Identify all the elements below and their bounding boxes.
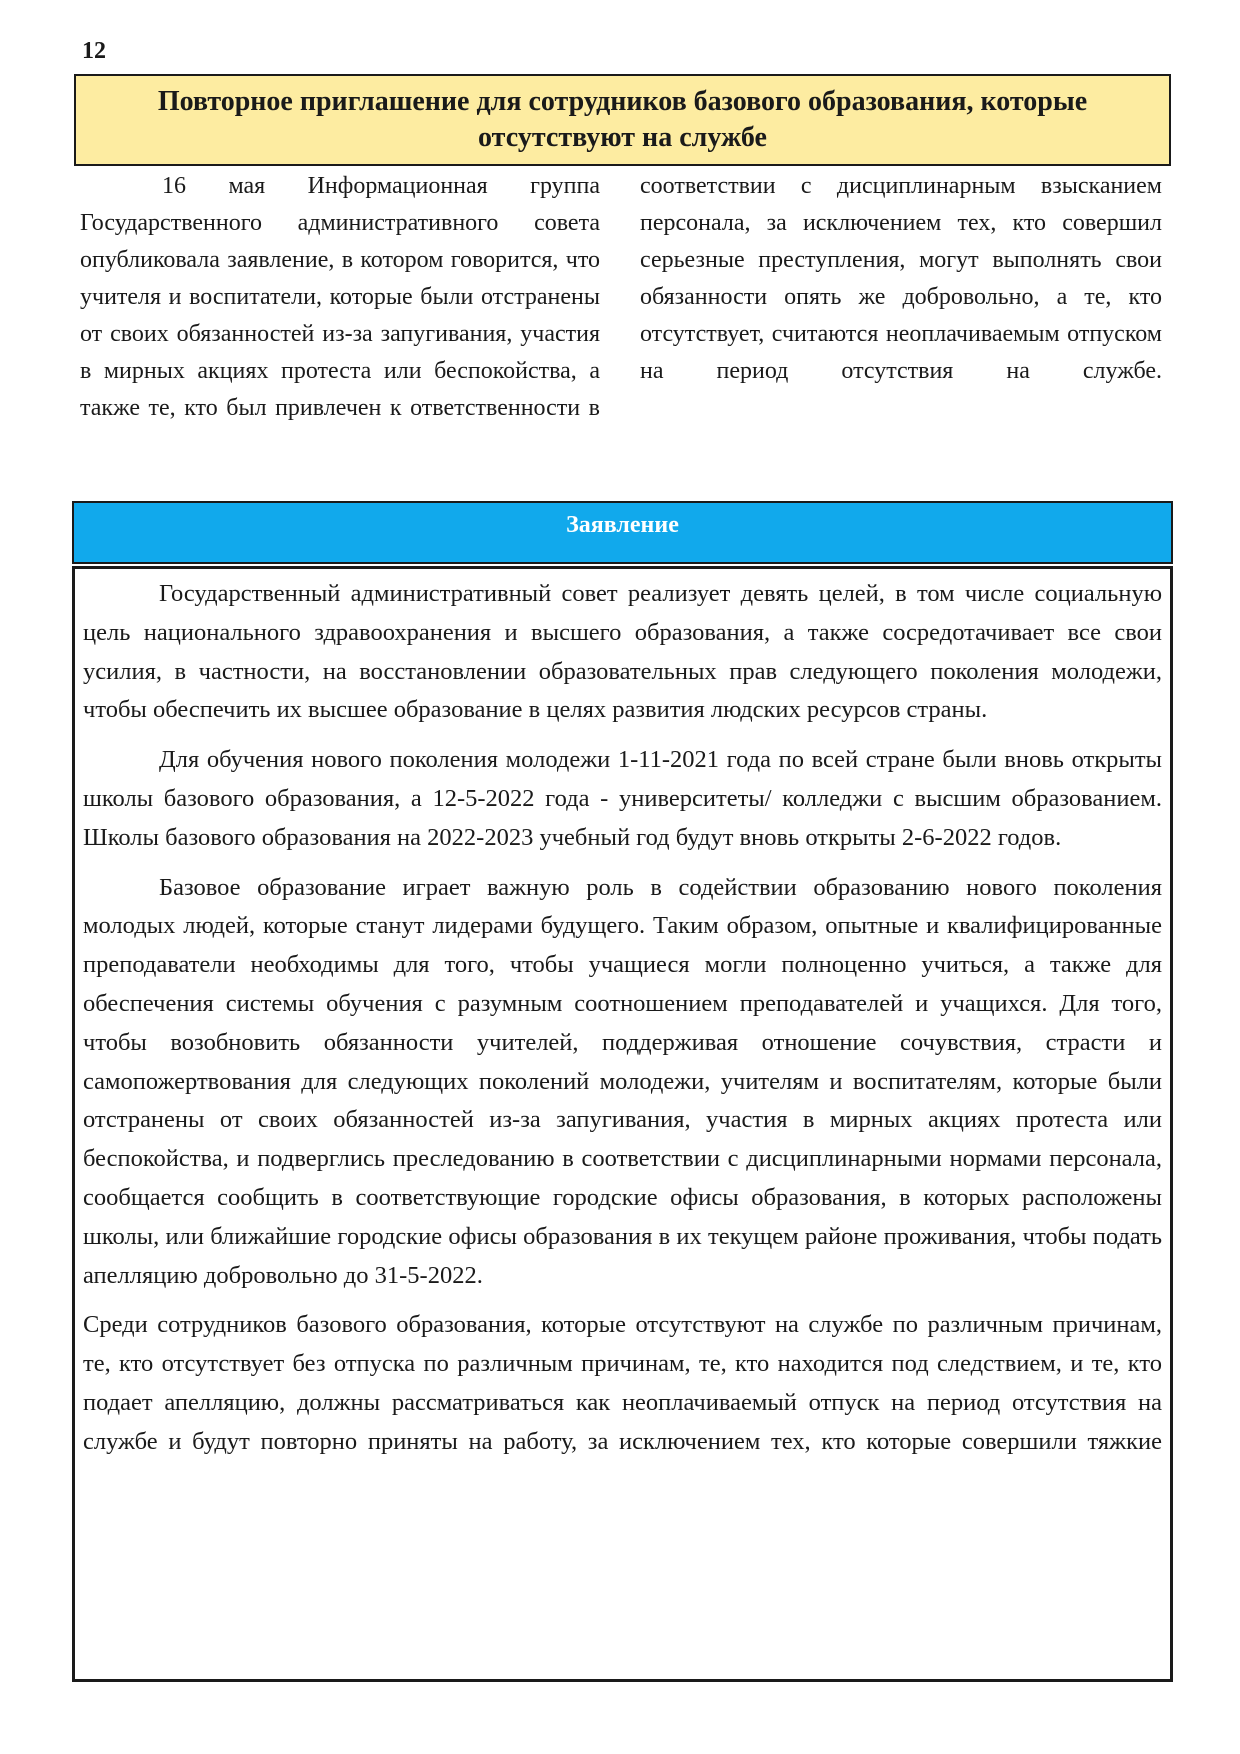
statement-paragraph-1: Государственный административный совет реализует девять целей, в том числе социальную цель национального здравоохранения и высшего образования, а также сосредотачивает все свои усилия, в частности, на восстановлении образовательных прав следующего поколения молодежи, чтобы обеспечить их высшее образование в целях развития людских ресурсов страны. xyxy=(83,580,1162,724)
statement-heading-bar xyxy=(72,501,1173,564)
intro-right-text: соответствии с дисциплинарным взысканием персонала, за исключением тех, кто совершил серьезные преступления, могут выполнять свои обязанности опять же добровольно, а те, кто отсутствует, считаются неоплачиваемым отпуском на период xyxy=(640,173,1162,384)
intro-right-last-line: отсутствия на службе. xyxy=(841,358,1163,384)
headline-box xyxy=(74,74,1171,166)
page-number: 12 xyxy=(82,38,106,64)
statement-paragraph-4: Среди сотрудников базового образования, которые отсутствуют на службе по различным причинам, те, кто отсутствует без отпуска по различным причинам, те, кто находится под следствием, и те, кто подает апелляцию, должны рассматриваться как неоплачиваемый отпуск на период отсутствия на службе и будут повторно приняты на работу, за исключением тех, кто которые совершили тяжкие xyxy=(83,1311,1162,1455)
headline-title: Повторное приглашение для сотрудников базового образования, которые отсутствуют на службе xyxy=(157,86,1088,153)
intro-column-left: 16 мая Информационная группа Государственного административного совета опубликовала заявление, в котором говорится, что учителя и воспитатели, которые были отстранены от своих обязанностей из-за запугивания, участия в мирных акциях протеста или беспокойства, а также те, кто был привлечен к ответственности в xyxy=(80,173,600,421)
intro-column-right xyxy=(640,168,1162,390)
statement-heading: Заявление xyxy=(566,512,679,538)
statement-paragraph-3: Базовое образование играет важную роль в содействии образованию нового поколения молодых людей, которые станут лидерами будущего. Таким образом, опытные и квалифицированные преподаватели необходимы для того, чтобы учащиеся могли полноценно учиться, а также для обеспечения системы обучения с разумным соотношением преподавателей и учащихся. Для того, чтобы возобновить обязанности учителей, поддерживая отношение сочувствия, страсти и самопожертвования для следующих поколений молодежи, учителям и воспитателям, которые были отстранены от своих обязанностей из-за запугивания, участия в мирных акциях протеста или беспокойства, и подверглись преследованию в соответствии с дисциплинарными нормами персонала, сообщается сообщить в соответствующие городские офисы образования, в которых расположены школы, или ближайшие городские офисы образования в их текущем районе проживания, чтобы подать апелляцию добровольно до 31-5-2022. xyxy=(83,873,1162,1289)
statement-body xyxy=(72,566,1173,1682)
statement-paragraph-2: Для обучения нового поколения молодежи 1-11-2021 года по всей стране были вновь открыты школы базового образования, а 12-5-2022 года - университеты/ колледжи с высшим образованием. Школы базового образования на 2022-2023 учебный год будут вновь открыты 2-6-2022 годов. xyxy=(83,746,1162,851)
